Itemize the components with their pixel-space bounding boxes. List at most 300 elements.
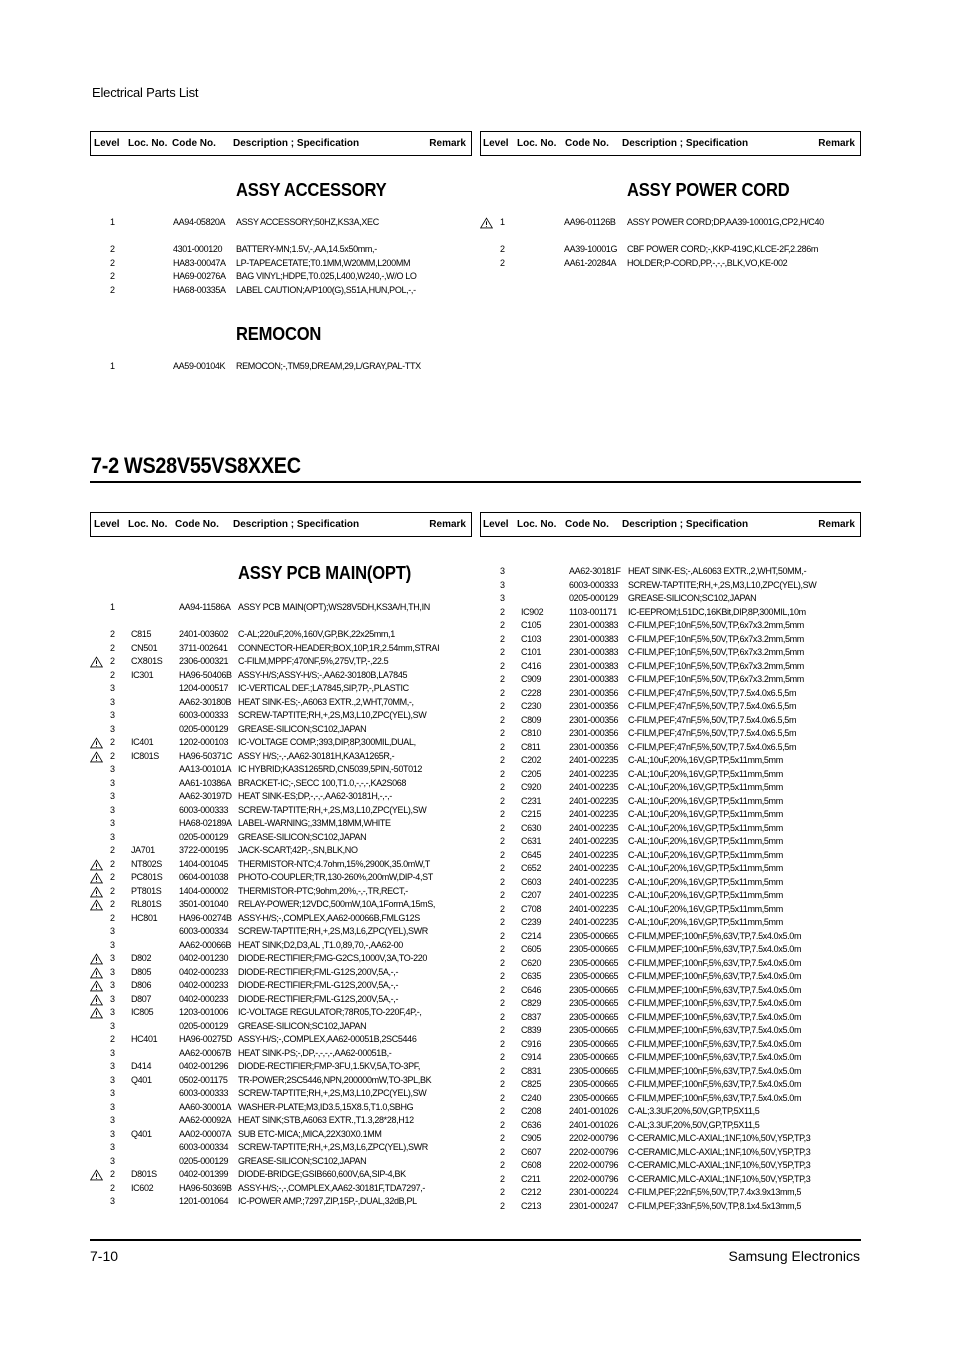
part-level: 3 [110, 831, 115, 842]
part-level: 2 [110, 629, 115, 639]
part-code: 0205-000129 [179, 1020, 229, 1031]
part-code: 2401-002235 [569, 822, 619, 833]
part-code: 2305-000665 [569, 1079, 619, 1089]
parts-row [480, 619, 860, 633]
part-code: 0205-000129 [179, 723, 229, 734]
part-code: 6003-000334 [179, 1142, 229, 1152]
part-loc: D801S [131, 1169, 157, 1179]
part-desc: GREASE-SILICON;SC102,JAPAN [238, 1020, 367, 1031]
part-loc: C103 [521, 633, 542, 644]
part-desc: ASSY ACCESSORY;50HZ,KS3A,XEC [236, 217, 379, 227]
parts-row [480, 822, 860, 836]
part-loc: D414 [131, 1061, 152, 1071]
parts-row [480, 741, 860, 755]
part-code: HA68-00335A [173, 284, 226, 295]
column-header-left [90, 131, 472, 156]
part-level: 2 [500, 971, 505, 981]
part-loc: C914 [521, 1052, 542, 1062]
part-code: 0402-000233 [179, 993, 229, 1004]
parts-row [480, 660, 860, 674]
part-code: 0402-000233 [179, 966, 229, 977]
parts-row [480, 1038, 860, 1052]
part-desc: SCREW-TAPTITE;RH,+,2S,M3,L10,ZPC(YEL),SW [628, 579, 817, 590]
parts-row [90, 682, 470, 696]
part-desc: C-AL;10uF,20%,16V,GP,TP,5x11mm,5mm [628, 849, 783, 860]
part-code: 6003-000333 [179, 804, 229, 815]
part-code: 2401-003602 [179, 629, 229, 639]
column-remark: Remark [818, 519, 855, 530]
part-code: 2301-000356 [569, 701, 619, 711]
part-loc: C646 [521, 984, 542, 995]
part-loc: C831 [521, 1065, 542, 1076]
part-level: 2 [500, 660, 505, 671]
part-desc: C-FILM,MPEF;100nF,5%,63V,TP,7.5x4.0x5.0m [628, 957, 802, 968]
part-desc: SCREW-TAPTITE;RH,+,2S,M3,L6,ZPC(YEL),SWR [238, 926, 428, 936]
part-code: 1404-001045 [179, 858, 229, 869]
part-code: AA94-05820A [173, 217, 226, 227]
parts-row [480, 1200, 860, 1214]
part-level: 2 [500, 903, 505, 914]
part-loc: C603 [521, 876, 542, 887]
parts-row [90, 952, 470, 966]
parts-row [480, 997, 860, 1011]
part-level: 2 [500, 244, 505, 254]
parts-row [90, 804, 470, 818]
parts-row [480, 230, 860, 244]
part-code: 2301-000383 [569, 620, 619, 630]
warning-triangle-icon [90, 967, 103, 979]
part-level: 3 [110, 1061, 115, 1071]
part-desc: C-CERAMIC,MLC-AXIAL;1NF,10%,50V,Y5P,TP,3 [628, 1160, 811, 1170]
part-desc: LABEL-WARNING;,33MM,18MM,WHITE [238, 818, 391, 828]
part-level: 2 [110, 1169, 115, 1179]
part-level: 3 [110, 696, 115, 707]
part-level: 2 [110, 845, 115, 855]
part-code: 2202-000796 [569, 1133, 619, 1143]
parts-row [480, 1173, 860, 1187]
part-loc: C809 [521, 714, 542, 725]
part-level: 2 [500, 1065, 505, 1076]
part-level: 2 [500, 1038, 505, 1049]
parts-row [480, 1011, 860, 1025]
parts-list-assy-pcb-main-cont [480, 565, 860, 1213]
part-code: 1404-000002 [179, 885, 229, 896]
parts-row [90, 1101, 470, 1115]
parts-list-assy-accessory [90, 216, 470, 297]
part-loc: C202 [521, 755, 542, 765]
part-loc: C620 [521, 957, 542, 968]
part-loc: JA701 [131, 845, 155, 855]
parts-row [90, 628, 470, 642]
part-desc: SCREW-TAPTITE;RH,+,2S,M3,L6,ZPC(YEL),SWR [238, 1142, 428, 1152]
part-desc: IC-VOLTAGE REGULATOR;78R05,TO-220F,4P,-, [238, 1007, 422, 1017]
part-desc: HEAT SINK;D2,D3,AL ,T1.0,89,70,-,AA62-00 [238, 939, 403, 950]
part-desc: C-FILM,MPEF;100nF,5%,63V,TP,7.5x4.0x5.0m [628, 1079, 802, 1089]
part-code: 1201-001064 [179, 1196, 229, 1206]
parts-row [90, 912, 470, 926]
part-desc: ASSY-H/S;-,COMPLEX,AA62-00066B,FMLG12S [238, 912, 420, 923]
part-loc: D807 [131, 993, 152, 1004]
parts-row [90, 925, 470, 939]
part-loc: C239 [521, 917, 542, 927]
part-loc: C212 [521, 1187, 542, 1197]
parts-row [480, 957, 860, 971]
part-code: 2305-000665 [569, 984, 619, 995]
part-code: AA94-11586A [179, 602, 231, 612]
part-loc: C230 [521, 701, 542, 711]
part-loc: C829 [521, 998, 542, 1008]
part-level: 3 [110, 939, 115, 950]
part-level: 2 [110, 885, 115, 896]
part-desc: ASSY H/S;-,-,AA62-30181H,KA3A1265R,- [238, 750, 395, 761]
column-desc: Description ; Specification [233, 138, 360, 149]
page-header: Electrical Parts List [92, 85, 199, 100]
part-desc: SUB ETC-MICA;,MICA,22X30X0.1MM [238, 1128, 382, 1139]
part-desc: GREASE-SILICON;SC102,JAPAN [238, 723, 367, 734]
part-level: 2 [500, 687, 505, 698]
part-loc: CN501 [131, 642, 158, 653]
column-remark: Remark [429, 519, 466, 530]
part-loc: C101 [521, 647, 542, 657]
part-level: 3 [500, 579, 505, 590]
part-loc: D802 [131, 953, 152, 963]
part-loc: C215 [521, 809, 542, 819]
parts-row [90, 1033, 470, 1047]
parts-row [480, 243, 860, 257]
part-loc: C652 [521, 863, 542, 873]
part-level: 3 [110, 777, 115, 788]
parts-row [90, 615, 470, 629]
part-loc: C909 [521, 674, 542, 684]
part-level: 2 [110, 1182, 115, 1193]
parts-row [90, 1128, 470, 1142]
part-level: 2 [110, 912, 115, 923]
part-desc: C-FILM,PEF;22nF,5%,50V,TP,7.4x3.9x13mm,5 [628, 1187, 802, 1197]
column-remark: Remark [429, 138, 466, 149]
parts-row [90, 1168, 470, 1182]
part-level: 3 [110, 1155, 115, 1166]
part-loc: Q401 [131, 1074, 152, 1085]
part-desc: C-FILM,PEF;10nF,5%,50V,TP,6x7x3.2mm,5mm [628, 620, 804, 630]
part-loc: C228 [521, 687, 542, 698]
parts-row [90, 1074, 470, 1088]
part-code: 3722-000195 [179, 845, 229, 855]
part-code: 2305-000665 [569, 1038, 619, 1049]
part-level: 1 [500, 217, 505, 227]
part-code: 0502-001175 [179, 1074, 228, 1085]
part-desc: C-FILM,MPEF;100nF,5%,63V,TP,7.5x4.0x5.0m [628, 1065, 802, 1076]
part-loc: C815 [131, 629, 152, 639]
part-code: 2305-000665 [569, 971, 619, 981]
part-level: 3 [110, 764, 115, 774]
part-desc: C-FILM,MPEF;100nF,5%,63V,TP,7.5x4.0x5.0m [628, 1052, 802, 1062]
section-title-assy-pcb-main: ASSY PCB MAIN(OPT) [238, 563, 412, 583]
part-desc: C-AL;10uF,20%,16V,GP,TP,5x11mm,5mm [628, 768, 783, 779]
part-loc: IC401 [131, 737, 154, 747]
part-code: 2401-001026 [569, 1106, 619, 1116]
column-desc: Description ; Specification [233, 519, 360, 530]
parts-row [480, 1159, 860, 1173]
part-code: AA62-00066B [179, 939, 232, 950]
part-level: 2 [500, 1106, 505, 1116]
parts-row [480, 970, 860, 984]
warning-triangle-icon [90, 886, 103, 898]
part-code: 2301-000383 [569, 647, 619, 657]
part-desc: LABEL CAUTION;A/P100(G),S51A,HUN,POL,-,- [236, 284, 416, 295]
part-level: 2 [500, 984, 505, 995]
part-desc: PHOTO-COUPLER;TR,130-260%,200mW,DIP-4,ST [238, 872, 433, 882]
part-code: 2401-001026 [569, 1119, 619, 1130]
part-desc: ASSY POWER CORD;DP,AA39-10001G,CP2,H/C40 [627, 217, 824, 227]
part-code: 2305-000665 [569, 1092, 619, 1103]
part-code: 0402-001230 [179, 953, 229, 963]
parts-row [90, 979, 470, 993]
part-desc: C-AL;220uF,20%,160V,GP,BK,22x25mm,1 [238, 629, 395, 639]
parts-row [90, 844, 470, 858]
part-code: 3501-001040 [179, 899, 229, 909]
parts-row [480, 1132, 860, 1146]
part-desc: IC-EEPROM;L51DC,16KBit,DIP,8P,300MIL,10m [628, 606, 806, 617]
part-loc: C708 [521, 903, 542, 914]
company-name: Samsung Electronics [728, 1248, 860, 1264]
warning-triangle-icon [480, 217, 493, 229]
part-desc: C-AL;10uF,20%,16V,GP,TP,5x11mm,5mm [628, 822, 783, 833]
part-code: 0402-001399 [179, 1169, 229, 1179]
part-desc: HEAT SINK-ES;-,AL6063 EXTR.,2,WHT,50MM,- [628, 566, 807, 576]
parts-row [90, 871, 470, 885]
part-desc: WASHER-PLATE;M3,ID3.5,15X8.5,T1.0,SBHG [238, 1101, 414, 1112]
parts-row [480, 876, 860, 890]
part-level: 3 [110, 1142, 115, 1152]
parts-row [480, 849, 860, 863]
part-loc: C905 [521, 1133, 542, 1143]
parts-row [480, 1119, 860, 1133]
part-code: 1203-001006 [179, 1007, 229, 1017]
part-desc: C-AL;3.3UF,20%,50V,GP,TP,5X11,5 [628, 1119, 760, 1130]
part-level: 2 [500, 863, 505, 873]
part-level: 2 [110, 656, 115, 666]
part-code: 4301-000120 [173, 244, 223, 254]
part-code: 2306-000321 [179, 656, 229, 666]
parts-row [90, 763, 470, 777]
parts-row [90, 898, 470, 912]
part-desc: C-FILM,PEF;33nF,5%,50V,TP,8.1x4.5x13mm,5 [628, 1200, 802, 1211]
part-desc: C-CERAMIC,MLC-AXIAL;1NF,10%,50V,Y5P,TP,3 [628, 1133, 811, 1143]
part-desc: C-FILM,PEF;10nF,5%,50V,TP,6x7x3.2mm,5mm [628, 674, 804, 684]
part-desc: C-FILM,PEF;47nF,5%,50V,TP,7.5x4.0x6.5,5m [628, 714, 797, 725]
parts-row [480, 1105, 860, 1119]
part-code: 2202-000796 [569, 1160, 619, 1170]
parts-row [90, 1087, 470, 1101]
parts-row [90, 1141, 470, 1155]
parts-list-assy-pcb-main [90, 601, 470, 1209]
part-desc: DIODE-BRIDGE;GSIB660,600V,6A,SIP-4,BK [238, 1169, 406, 1179]
part-desc: GREASE-SILICON;SC102,JAPAN [238, 1155, 367, 1166]
parts-row [480, 1186, 860, 1200]
part-loc: IC805 [131, 1007, 154, 1017]
part-level: 3 [110, 993, 115, 1004]
part-code: 2401-002235 [569, 836, 619, 846]
part-loc: C825 [521, 1079, 542, 1089]
parts-row [90, 1182, 470, 1196]
parts-row [480, 862, 860, 876]
part-level: 3 [110, 1020, 115, 1031]
part-code: 3711-002641 [179, 642, 228, 653]
parts-row [480, 1092, 860, 1106]
part-desc: C-CERAMIC,MLC-AXIAL;1NF,10%,50V,Y5P,TP,3 [628, 1173, 811, 1184]
part-desc: DIODE-RECTIFIER;FMP-3FU,1.5KV,5A,TO-3PF, [238, 1061, 421, 1071]
part-code: 0604-001038 [179, 872, 229, 882]
part-level: 2 [500, 849, 505, 860]
warning-triangle-icon [90, 859, 103, 871]
column-loc: Loc. No. [128, 138, 168, 149]
part-code: 2301-000356 [569, 728, 619, 738]
part-level: 2 [500, 809, 505, 819]
part-desc: C-FILM,PEF;47nF,5%,50V,TP,7.5x4.0x6.5,5m [628, 701, 797, 711]
parts-row [90, 939, 470, 953]
part-desc: C-FILM,PEF;10nF,5%,50V,TP,6x7x3.2mm,5mm [628, 660, 804, 671]
part-desc: C-FILM,MPEF;100nF,5%,63V,TP,7.5x4.0x5.0m [628, 1025, 802, 1035]
column-code: Code No. [175, 519, 219, 530]
part-level: 2 [500, 647, 505, 657]
part-level: 1 [110, 217, 115, 227]
part-level: 3 [110, 804, 115, 815]
part-code: 2305-000665 [569, 930, 619, 941]
part-level: 3 [110, 966, 115, 977]
column-level: Level [94, 138, 120, 149]
part-loc: C105 [521, 620, 542, 630]
part-level: 2 [500, 1011, 505, 1022]
part-desc: C-FILM,PEF;47nF,5%,50V,TP,7.5x4.0x6.5,5m [628, 728, 797, 738]
parts-row [480, 930, 860, 944]
parts-list-remocon [90, 360, 470, 374]
part-loc: IC602 [131, 1182, 154, 1193]
part-code: 2401-002235 [569, 876, 619, 887]
parts-row [480, 1024, 860, 1038]
part-loc: RL801S [131, 899, 162, 909]
parts-row [90, 885, 470, 899]
part-desc: GREASE-SILICON;SC102,JAPAN [628, 593, 757, 603]
part-loc: D806 [131, 980, 152, 990]
parts-row [480, 646, 860, 660]
part-level: 2 [500, 957, 505, 968]
parts-row [90, 696, 470, 710]
part-desc: C-FILM,PEF;10nF,5%,50V,TP,6x7x3.2mm,5mm [628, 633, 804, 644]
part-loc: D805 [131, 966, 152, 977]
part-level: 2 [500, 917, 505, 927]
parts-row [90, 360, 470, 374]
part-code: 2301-000383 [569, 674, 619, 684]
part-code: AA62-30197D [179, 791, 232, 801]
part-level: 3 [110, 1115, 115, 1125]
part-desc: C-AL;10uF,20%,16V,GP,TP,5x11mm,5mm [628, 795, 783, 806]
part-desc: C-CERAMIC,MLC-AXIAL;1NF,10%,50V,Y5P,TP,3 [628, 1146, 811, 1157]
part-desc: C-FILM,MPEF;100nF,5%,63V,TP,7.5x4.0x5.0m [628, 1038, 802, 1049]
parts-row [90, 270, 470, 284]
warning-triangle-icon [90, 872, 103, 884]
part-desc: C-AL;10uF,20%,16V,GP,TP,5x11mm,5mm [628, 863, 783, 873]
part-code: AA62-00067B [179, 1047, 232, 1058]
part-level: 2 [500, 782, 505, 792]
part-loc: C635 [521, 971, 542, 981]
parts-row [90, 993, 470, 1007]
parts-row [480, 1051, 860, 1065]
parts-row [90, 243, 470, 257]
part-level: 2 [500, 768, 505, 779]
column-desc: Description ; Specification [622, 519, 749, 530]
parts-row [480, 768, 860, 782]
warning-triangle-icon [90, 994, 103, 1006]
part-level: 2 [110, 899, 115, 909]
part-code: 2301-000356 [569, 714, 619, 725]
part-level: 3 [110, 818, 115, 828]
warning-triangle-icon [90, 953, 103, 965]
part-level: 2 [500, 1025, 505, 1035]
parts-row [90, 966, 470, 980]
part-desc: C-FILM,MPEF;100nF,5%,63V,TP,7.5x4.0x5.0m [628, 984, 802, 995]
part-loc: C213 [521, 1200, 542, 1211]
part-code: 2305-000665 [569, 998, 619, 1008]
part-desc: IC-VERTICAL DEF.;LA7845,SIP,7P,-,PLASTIC [238, 683, 409, 693]
part-loc: C810 [521, 728, 542, 738]
warning-triangle-icon [90, 656, 103, 668]
parts-row [480, 700, 860, 714]
parts-row [90, 1020, 470, 1034]
part-code: 0402-001296 [179, 1061, 229, 1071]
part-loc: C605 [521, 944, 542, 954]
part-loc: C214 [521, 930, 542, 941]
part-code: 2305-000665 [569, 944, 619, 954]
part-level: 1 [110, 602, 115, 612]
part-level: 3 [500, 566, 505, 576]
warning-triangle-icon [90, 1007, 103, 1019]
part-level: 2 [500, 728, 505, 738]
part-loc: C645 [521, 849, 542, 860]
part-code: 2401-002235 [569, 849, 619, 860]
column-code: Code No. [565, 138, 609, 149]
parts-row [90, 790, 470, 804]
part-level: 3 [110, 1007, 115, 1017]
part-level: 2 [110, 750, 115, 761]
part-loc: PC801S [131, 872, 163, 882]
part-level: 2 [500, 755, 505, 765]
parts-row [90, 230, 470, 244]
parts-row [480, 257, 860, 271]
part-level: 2 [500, 1146, 505, 1157]
part-level: 2 [500, 944, 505, 954]
part-level: 2 [500, 876, 505, 887]
part-desc: C-FILM,PEF;10nF,5%,50V,TP,6x7x3.2mm,5mm [628, 647, 804, 657]
part-desc: ASSY-H/S;ASSY-H/S;-,AA62-30180B,LA7845 [238, 669, 408, 680]
part-desc: GREASE-SILICON;SC102,JAPAN [238, 831, 367, 842]
part-level: 2 [110, 1034, 115, 1044]
part-loc: C208 [521, 1106, 542, 1116]
part-code: AA61-10386A [179, 777, 232, 788]
parts-row [90, 1060, 470, 1074]
part-code: 2401-002235 [569, 863, 619, 873]
part-desc: CONNECTOR-HEADER;BOX,10P,1R,2.54mm,STRAI [238, 642, 440, 653]
part-level: 2 [110, 858, 115, 869]
part-desc: RELAY-POWER;12VDC,500mW,10A,1FormA,15mS, [238, 899, 436, 909]
part-loc: C916 [521, 1038, 542, 1049]
part-loc: PT801S [131, 885, 162, 896]
column-header-right-2 [480, 512, 861, 537]
parts-row [480, 1065, 860, 1079]
parts-row [90, 216, 470, 230]
part-desc: REMOCON;-,TM59,DREAM,29,L/GRAY,PAL-TTX [236, 361, 421, 371]
parts-row [90, 709, 470, 723]
part-desc: SCREW-TAPTITE;RH,+,2S,M3,L10,ZPC(YEL),SW [238, 710, 427, 720]
